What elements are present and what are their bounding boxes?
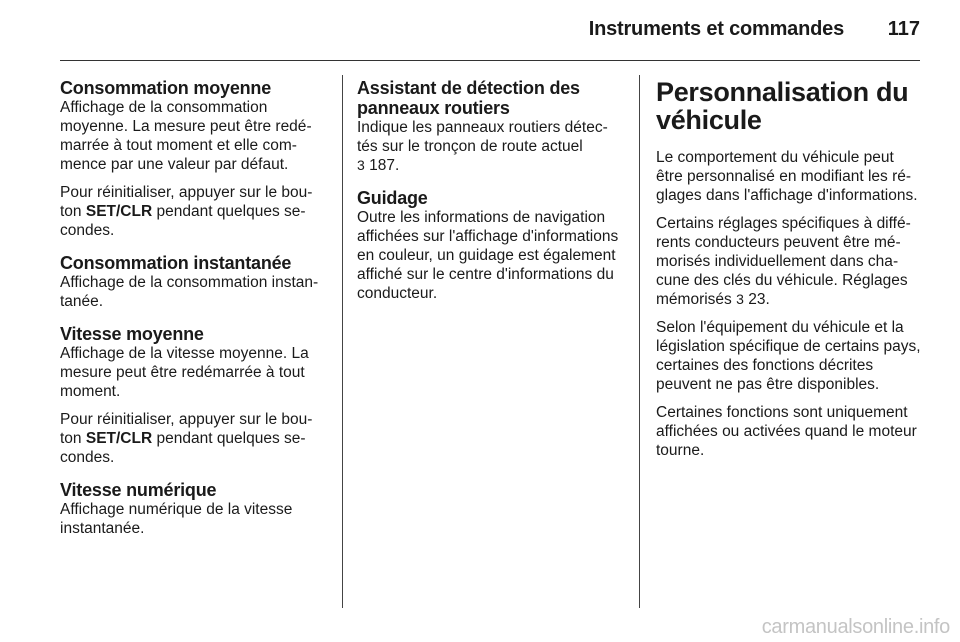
column-left [60, 78, 328, 551]
paragraph: Certaines fonctions sont uniquement affichées ou activées quand le moteur tourne. [656, 404, 917, 459]
section-guidage [357, 188, 623, 303]
chapter-heading: Personnalisation du véhicule [656, 77, 909, 135]
page-ref: 187. [364, 157, 400, 174]
page-ref-arrow-icon: 3 [357, 157, 365, 173]
paragraph: Affichage de la vitesse moyenne. La mesure peut être redémarrée à tout moment. [60, 345, 309, 400]
page-ref-arrow-icon: 3 [736, 291, 744, 307]
text: Pour réinitialiser, appuyer sur le bouton [60, 184, 313, 220]
header-divider [60, 60, 920, 61]
paragraph [357, 118, 623, 175]
paragraph: Le comportement du véhicule peut être personnalisé en modifiant les réglages dans l'affichage d'informations. [656, 149, 918, 204]
text: Certains réglages spécifiques à différents conducteurs peuvent être mémorisés individuellement dans chacune des clés du véhicule. Réglages mémorisés [656, 215, 911, 308]
text: pendant quelques secondes. [60, 203, 306, 239]
section-consommation-moyenne [60, 78, 328, 240]
watermark: carmanualsonline.info [761, 616, 950, 638]
column-divider [342, 75, 343, 608]
paragraph [60, 183, 328, 240]
section-heading: Assistant de détection des panneaux routiers [357, 78, 580, 118]
text: Pour réinitialiser, appuyer sur le bouton [60, 411, 313, 447]
section-heading: Guidage [357, 188, 428, 208]
paragraph: Affichage de la consommation moyenne. La mesure peut être redémarrée à tout moment et elle commence par une valeur par défaut. [60, 99, 312, 173]
paragraph: Affichage de la consommation instantanée. [60, 274, 319, 310]
section-heading: Consommation instantanée [60, 253, 292, 273]
page-number: 117 [887, 18, 920, 40]
section-panneaux-routiers [357, 78, 623, 175]
section-heading: Consommation moyenne [60, 78, 272, 98]
button-name: SET/CLR [85, 430, 153, 447]
section-heading: Vitesse moyenne [60, 324, 204, 344]
button-name: SET/CLR [85, 203, 153, 220]
paragraph [656, 214, 924, 309]
section-title: Instruments et commandes [588, 18, 844, 40]
column-right [656, 78, 924, 460]
paragraph: Outre les informations de navigation affichées sur l'affichage d'informations en couleur, un guidage est également affiché sur le centre d'informations du conducteur. [357, 209, 619, 302]
paragraph: Affichage numérique de la vitesse instantanée. [60, 501, 293, 537]
column-divider [639, 75, 640, 608]
text: pendant quelques secondes. [60, 430, 306, 466]
column-middle [357, 78, 623, 316]
paragraph [60, 410, 328, 467]
page-ref: 23. [743, 291, 770, 308]
paragraph: Selon l'équipement du véhicule et la législation spécifique de certains pays, certaines des fonctions décrites peuvent ne pas être disponibles. [656, 319, 921, 393]
section-vitesse-moyenne [60, 324, 328, 467]
section-vitesse-numerique [60, 480, 328, 538]
section-heading: Vitesse numérique [60, 480, 217, 500]
text: Indique les panneaux routiers détectés sur le tronçon de route actuel [357, 119, 608, 155]
section-consommation-instantanee [60, 253, 328, 311]
page-header [60, 18, 920, 48]
